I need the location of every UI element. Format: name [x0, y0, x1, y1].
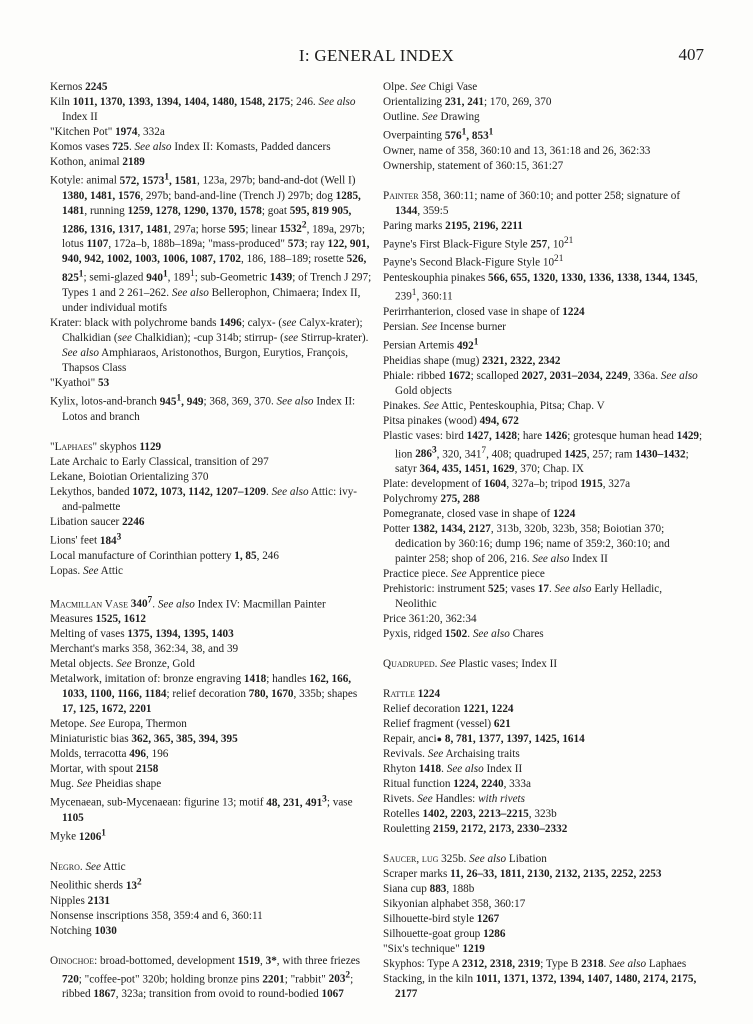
index-entry: Outline. See Drawing — [383, 111, 480, 123]
index-entry: "Laphaes" skyphos 1129 — [50, 440, 162, 453]
index-entry: Relief fragment (vessel) 621 — [383, 718, 511, 731]
index-entry: Plate: development of 1604, 327a–b; tripod 1915, 327a — [383, 478, 631, 491]
index-entry: Kotyle: animal 572, 1573$^1$, 1581, 123a, 297b; band-and-dot (Well I) 1380, 1481, 1576, 297b; band-and-line (Trench J) 297b; dog 1285, 1481, running 1259, 1278, 1290, 1370, 1578; goat 595, 819 905, 1286, 1316, 1317, 1481, 297a; horse 595; linear 1532$^2$, 189a, 297b; lotus 1107, 172a–b, 188b–189a; "mass-produced" 573; ray 122, 901, 940, 942, 1002, 1003, 1006, 1087, 1702, 186, 188–189; rosette 526, $825^1$; semi-glazed $940^1$, $189^1$; sub-Geometric 1439; of Trench J 297; Types 1 and 2 261–262. See also Bellerophon, Chimaera; Index II, under individual motifs — [50, 172, 372, 315]
index-entry: Polychromy 275, 288 — [383, 493, 480, 506]
index-entry: Saucer, lug 325b. See also Libation — [383, 853, 547, 866]
index-entry: Silhouette-goat group 1286 — [383, 928, 506, 941]
index-entry: Metalwork, imitation of: bronze engraving 1418; handles 162, 166, 1033, 1100, 1166, 1184; relief decoration 780, 1670, 335b; shapes 17, 125, 1672, 2201 — [50, 673, 358, 716]
index-entry: Olpe. See Chigi Vase — [383, 81, 478, 93]
index-column-left — [50, 80, 372, 1002]
index-entry: Negro. See Attic — [50, 860, 126, 873]
index-entry: Penteskouphia pinakes 566, 655, 1320, 1330, 1336, 1338, 1344, 1345, $239^1$, 360:11 — [383, 272, 698, 303]
index-entry: Payne's First Black-Figure Style 257, $10^{21}$ — [383, 235, 574, 251]
index-entry: Lekythos, banded 1072, 1073, 1142, 1207–1209. See also Attic: ivy-and-palmette — [50, 485, 358, 513]
index-entry: Orientalizing 231, 241; 170, 269, 370 — [383, 96, 552, 108]
index-entry: Pheidias shape (mug) 2321, 2322, 2342 — [383, 354, 561, 367]
index-entry: Paring marks 2195, 2196, 2211 — [383, 219, 523, 232]
index-entry: Rivets. See Handles: with rivets — [383, 793, 526, 806]
section-gap — [50, 845, 372, 860]
index-entry: Mycenaean, sub-Mycenaean: figurine 13; motif 48, 231, $491^3$; vase 1105 — [50, 794, 353, 825]
index-entry: Pinakes. See Attic, Penteskouphia, Pitsa; Chap. V — [383, 399, 605, 412]
page-number: 407 — [678, 45, 704, 64]
index-entry: Kylix, lotos-and-branch $945^1$, 949; 368, 369, 370. See also Index II: Lotos and branch — [50, 393, 356, 423]
index-entry: Payne's Second Black-Figure Style $10^{21}$ — [383, 254, 564, 270]
index-entry: Kiln 1011, 1370, 1393, 1394, 1404, 1480, 1548, 2175; 246. See also Index II — [50, 96, 356, 123]
index-entry: Ownership, statement of 360:15, 361:27 — [383, 159, 564, 172]
index-column-right — [383, 80, 703, 1002]
index-entry: Mortar, with spout 2158 — [50, 763, 159, 776]
index-entry: Revivals. See Archaising traits — [383, 748, 520, 761]
index-entry: Practice piece. See Apprentice piece — [383, 568, 545, 581]
index-entry: Pitsa pinakes (wood) 494, 672 — [383, 414, 519, 427]
index-entry: Relief decoration 1221, 1224 — [383, 703, 514, 716]
index-entry: Stacking, in the kiln 1011, 1371, 1372, 1394, 1407, 1480, 2174, 2175, 2177 — [383, 973, 697, 1001]
index-entry: Pyxis, ridged 1502. See also Chares — [383, 628, 544, 641]
index-entry: Skyphos: Type A 2312, 2318, 2319; Type B 2318. See also Laphaes — [383, 958, 687, 971]
index-entry: Ritual function 1224, 2240, 333a — [383, 778, 531, 791]
index-entry: Measures 1525, 1612 — [50, 613, 147, 626]
index-entry: Rhyton 1418. See also Index II — [383, 763, 523, 776]
section-gap — [383, 174, 703, 189]
index-entry: Macmillan Vase $340^7$. See also Index IV: Macmillan Painter — [50, 595, 326, 611]
index-entry: Quadruped. See Plastic vases; Index II — [383, 658, 558, 671]
index-entry: Notching 1030 — [50, 924, 117, 937]
index-entry: Silhouette-bird style 1267 — [383, 913, 500, 926]
section-gap — [50, 425, 372, 440]
index-entry: Mug. See Pheidias shape — [50, 778, 162, 791]
index-entry: Rouletting 2159, 2172, 2173, 2330–2332 — [383, 823, 568, 836]
index-entry: Lopas. See Attic — [50, 564, 124, 577]
index-entry: Oinochoe: broad-bottomed, development 1519, 3*, with three friezes 720; "coffee-pot" 320b; holding bronze pins 2201; "rabbit" $203^2$; ribbed 1867, 323a; transition from ovoid to round-bodied 1067 — [50, 954, 361, 1001]
index-entry: Persian. See Incense burner — [383, 320, 507, 333]
index-entry: Perirrhanterion, closed vase in shape of 1224 — [383, 305, 585, 318]
index-entry: Myke 1206$^1$ — [50, 828, 106, 843]
index-entry: Lions' feet $184^3$ — [50, 531, 122, 547]
index-entry: Sikyonian alphabet 358, 360:17 — [383, 898, 526, 911]
index-entry: "Kyathoi" 53 — [50, 377, 110, 390]
running-title: I: GENERAL INDEX — [298, 46, 455, 65]
index-entry: Melting of vases 1375, 1394, 1395, 1403 — [50, 628, 234, 641]
index-entry: Potter 1382, 1434, 2127, 313b, 320b, 323b, 358; Boiotian 370; dedication by 360:16; dump 196; name of 359:2, 360:10; and painter 258; shop of 206, 216. See also Index II — [383, 523, 670, 566]
index-entry: Price 361:20, 362:34 — [383, 613, 477, 626]
index-entry: "Kitchen Pot" 1974, 332a — [50, 126, 165, 138]
index-entry: Merchant's marks 358, 362:34, 38, and 39 — [50, 643, 239, 656]
index-entry: Repair, anci● 8, 781, 1377, 1397, 1425, 1614 — [383, 733, 585, 746]
index-entry: Rattle 1224 — [383, 688, 441, 701]
index-entry: Scraper marks 11, 26–33, 1811, 2130, 2132, 2135, 2252, 2253 — [383, 868, 662, 881]
index-entry: Kernos 2245 — [50, 81, 108, 93]
index-entry: Plastic vases: bird 1427, 1428; hare 1426; grotesque human head 1429; lion $286^3$, 320, $341^7$, 408; quadruped 1425, 257; ram 1430–1432; satyr 364, 435, 1451, 1629, 370; Chap. IX — [383, 429, 703, 476]
index-entry: Nonsense inscriptions 358, 359:4 and 6, 360:11 — [50, 909, 263, 922]
index-entry: Neolithic sherds $13^2$ — [50, 876, 142, 892]
section-gap — [50, 939, 372, 954]
index-entry: Local manufacture of Corinthian pottery 1, 85, 246 — [50, 549, 279, 562]
index-entry: "Six's technique" 1219 — [383, 943, 485, 956]
index-entry: Siana cup 883, 188b — [383, 883, 475, 896]
index-entry: Painter 358, 360:11; name of 360:10; and potter 258; signature of 1344, 359:5 — [383, 189, 681, 217]
index-entry: Krater: black with polychrome bands 1496; calyx- (see Calyx-krater); Chalkidian (see Chalkidian); -cup 314b; stirrup- (see Stirrup-krater). See also Amphiaraos, Aristonothos, Burgon, Eurytios, François, Thapsos Class — [50, 317, 369, 375]
index-entry: Libation saucer 2246 — [50, 515, 145, 528]
index-entry: Overpainting $576^1$, $853^1$ — [383, 127, 494, 142]
index-entry: Pomegranate, closed vase in shape of 1224 — [383, 508, 576, 521]
index-entry: Late Archaic to Early Classical, transition of 297 — [50, 455, 269, 468]
index-entry: Metope. See Europa, Thermon — [50, 718, 187, 731]
index-entry: Komos vases 725. See also Index II: Komasts, Padded dancers — [50, 141, 331, 153]
index-entry: Rotelles 1402, 2203, 2213–2215, 323b — [383, 808, 557, 821]
index-entry: Prehistoric: instrument 525; vases 17. See also Early Helladic, Neolithic — [383, 583, 663, 611]
section-gap — [383, 642, 703, 657]
index-entry: Nipples 2131 — [50, 894, 110, 907]
index-entry: Phiale: ribbed 1672; scalloped 2027, 2031–2034, 2249, 336a. See also Gold objects — [383, 369, 698, 397]
index-entry: Metal objects. See Bronze, Gold — [50, 658, 195, 671]
page-header — [0, 44, 753, 68]
section-gap — [383, 837, 703, 852]
section-gap — [50, 579, 372, 594]
index-entry: Miniaturistic bias 362, 365, 385, 394, 395 — [50, 733, 238, 746]
section-gap — [383, 672, 703, 687]
index-entry: Persian Artemis $492^1$ — [383, 336, 479, 352]
index-entry: Owner, name of 358, 360:10 and 13, 361:18 and 26, 362:33 — [383, 144, 651, 157]
index-entry: Molds, terracotta 496, 196 — [50, 748, 169, 761]
index-entry: Kothon, animal 2189 — [50, 156, 145, 168]
index-entry: Lekane, Boiotian Orientalizing 370 — [50, 470, 209, 483]
